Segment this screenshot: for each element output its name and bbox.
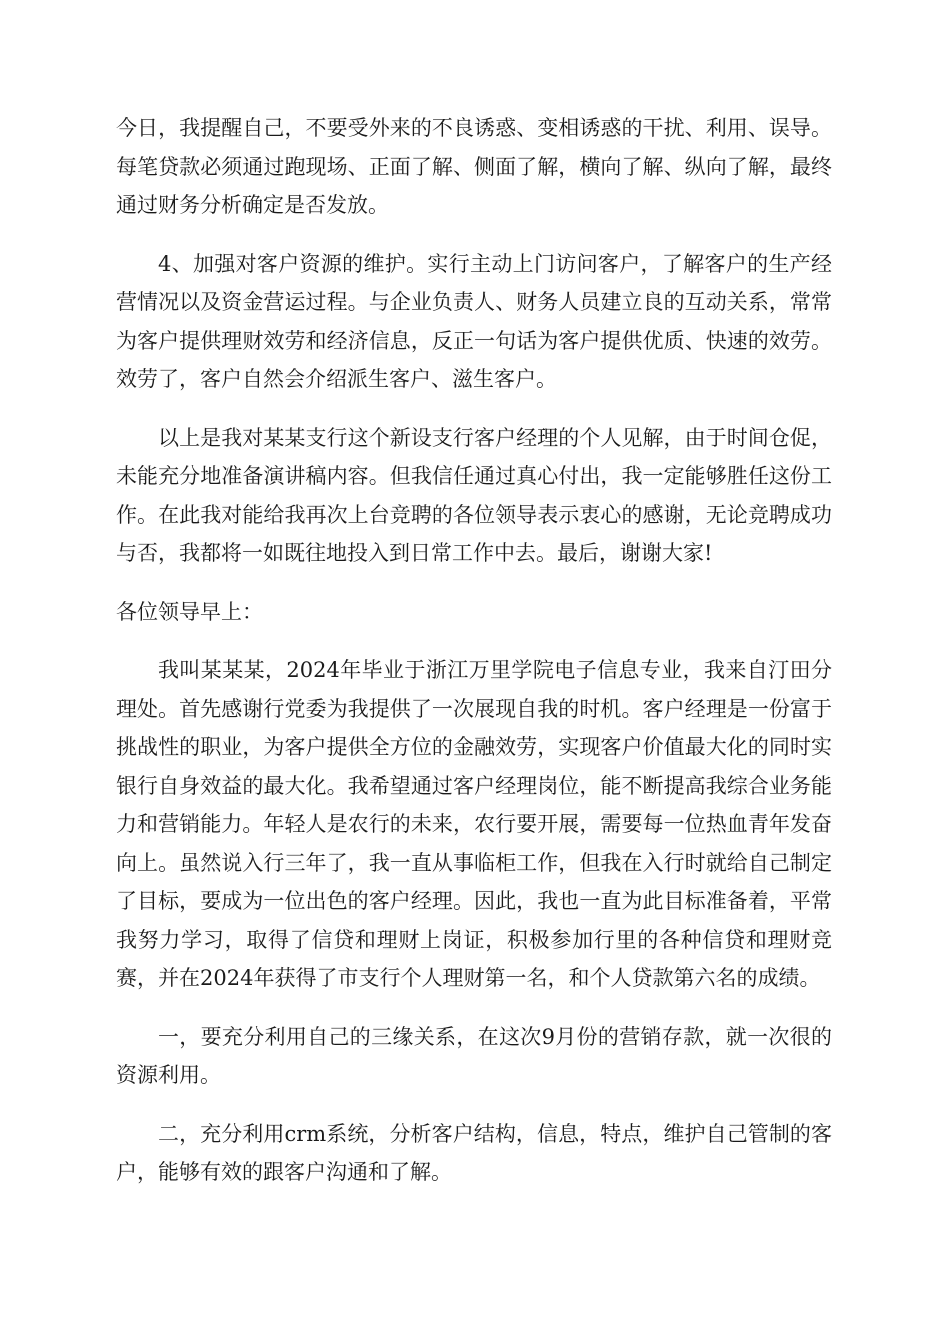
greeting: 各位领导早上： [116,599,263,624]
paragraph-customer-maintenance: 4、加强对客户资源的维护。实行主动上门访问客户，了解客户的生产经营情况以及资金营运过程。与企业负责人、财务人员建立良的互动关系，常常为客户提供理财效劳和经济信息，反正一句话为客户提供优质、快速的效劳。效劳了，客户自然会介绍派生客户、滋生客户。 [116,251,832,391]
document-body [116,109,832,1212]
paragraph-closing: 以上是我对某某支行这个新设支行客户经理的个人见解，由于时间仓促，未能充分地准备演讲稿内容。但我信任通过真心付出，我一定能够胜任这份工作。在此我对能给我再次上台竞聘的各位领导表示衷心的感谢，无论竞聘成功与否，我都将一如既往地投入到日常工作中去。最后，谢谢大家! [116,425,832,565]
paragraph-continuation: 今日，我提醒自己，不要受外来的不良诱惑、变相诱惑的干扰、利用、误导。每笔贷款必须通过跑现场、正面了解、侧面了解，横向了解、纵向了解，最终通过财务分析确定是否发放。 [116,116,832,217]
paragraph-point-one: 一，要充分利用自己的三缘关系，在这次9月份的营销存款，就一次很的资源利用。 [116,1024,832,1087]
paragraph-self-introduction: 我叫某某某，2024年毕业于浙江万里学院电子信息专业，我来自汀田分理处。首先感谢行党委为我提供了一次展现自我的时机。客户经理是一份富于挑战性的职业，为客户提供全方位的金融效劳，实现客户价值最大化的同时实银行自身效益的最大化。我希望通过客户经理岗位，能不断提高我综合业务能力和营销能力。年轻人是农行的未来，农行要开展，需要每一位热血青年发奋向上。虽然说入行三年了，我一直从事临柜工作，但我在入行时就给自己制定了目标，要成为一位出色的客户经理。因此，我也一直为此目标准备着，平常我努力学习，取得了信贷和理财上岗证，积极参加行里的各种信贷和理财竞赛，并在2024年获得了市支行个人理财第一名，和个人贷款第六名的成绩。 [116,658,832,990]
paragraph-point-two: 二，充分利用crm系统，分析客户结构，信息，特点，维护自己管制的客户，能够有效的跟客户沟通和了解。 [116,1121,832,1184]
